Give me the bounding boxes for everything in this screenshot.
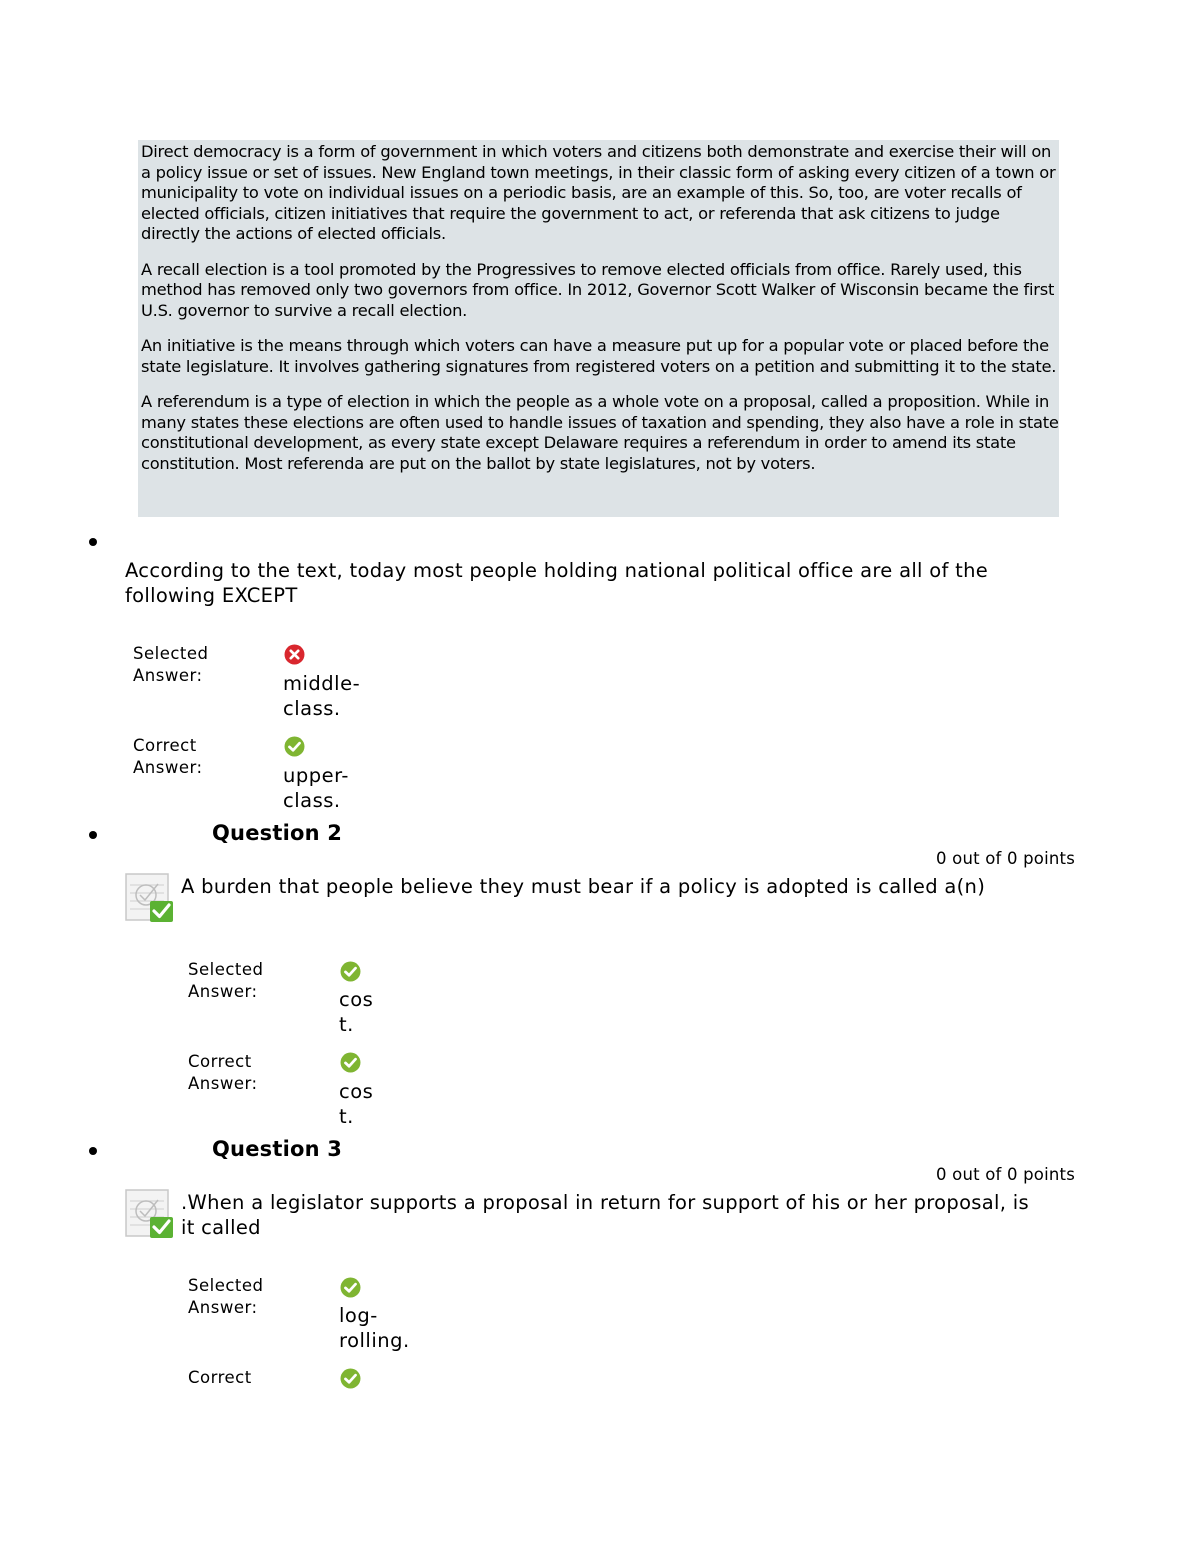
question-3-text: .When a legislator supports a proposal in return for support of his or her proposal, is it called xyxy=(181,1191,1029,1239)
passage-paragraph: An initiative is the means through which voters can have a measure put up for a popular vote or placed before the state legislature. It involves gathering signatures from registered voters on a petition and submitting it to the state. xyxy=(141,336,1057,376)
question-2-text: A burden that people believe they must bear if a policy is adopted is called a(n) xyxy=(181,875,986,898)
correct-icon xyxy=(340,1368,361,1389)
question-2-points: 0 out of 0 points xyxy=(936,849,1075,868)
list-bullet xyxy=(89,1147,97,1155)
question-2-title: Question 2 xyxy=(212,821,343,845)
list-bullet xyxy=(89,538,97,546)
q3-selected-answer: log-rolling. xyxy=(339,1304,410,1352)
passage-paragraph: Direct democracy is a form of government in which voters and citizens both demonstrate and exercise their will on a policy issue or set of issues. New England town meetings, in their classic form of asking every citizen of a town or municipality to vote on individual issues on a periodic basis, are an example of this. So, too, are voter recalls of elected officials, citizen initiatives that require the government to act, or referenda that ask citizens to judge directly the actions of elected officials. xyxy=(141,142,1056,243)
list-bullet xyxy=(89,831,97,839)
question-graded-icon xyxy=(124,1187,176,1239)
question-3-points: 0 out of 0 points xyxy=(936,1165,1075,1184)
q2-selected-answer: cost. xyxy=(339,988,374,1036)
question-graded-icon xyxy=(124,871,176,923)
q1-correct-answer-label: Correct Answer: xyxy=(133,736,203,777)
question-3-title: Question 3 xyxy=(212,1137,343,1161)
q2-correct-answer-label: Correct Answer: xyxy=(188,1052,258,1093)
passage-box xyxy=(138,140,1059,517)
passage-paragraph: A recall election is a tool promoted by the Progressives to remove elected officials from office. Rarely used, this method has removed only two governors from office. In 2012, Governor Scott Walker of Wisconsin became the first U.S. governor to survive a recall election. xyxy=(141,259,1055,320)
q3-correct-answer-label: Correct xyxy=(188,1368,252,1387)
correct-icon xyxy=(340,961,361,982)
q1-correct-answer: upper-class. xyxy=(283,764,349,812)
incorrect-icon xyxy=(284,644,305,665)
q1-selected-answer: middle-class. xyxy=(283,672,361,720)
correct-icon xyxy=(340,1052,361,1073)
q1-selected-answer-label: Selected Answer: xyxy=(133,644,209,685)
passage-paragraph: A referendum is a type of election in which the people as a whole vote on a proposal, called a proposition. While in many states these elections are often used to handle issues of taxation and spending, they also have a role in state constitutional development, as every state except Delaware requires a referendum in order to amend its state constitution. Most referenda are put on the ballot by state legislatures, not by voters. xyxy=(141,392,1059,473)
q2-correct-answer: cost. xyxy=(339,1080,374,1128)
correct-icon xyxy=(284,736,305,757)
q2-selected-answer-label: Selected Answer: xyxy=(188,960,264,1001)
correct-icon xyxy=(340,1277,361,1298)
question-1-text: According to the text, today most people holding national political office are all of the following EXCEPT xyxy=(125,559,989,607)
q3-selected-answer-label: Selected Answer: xyxy=(188,1276,264,1317)
